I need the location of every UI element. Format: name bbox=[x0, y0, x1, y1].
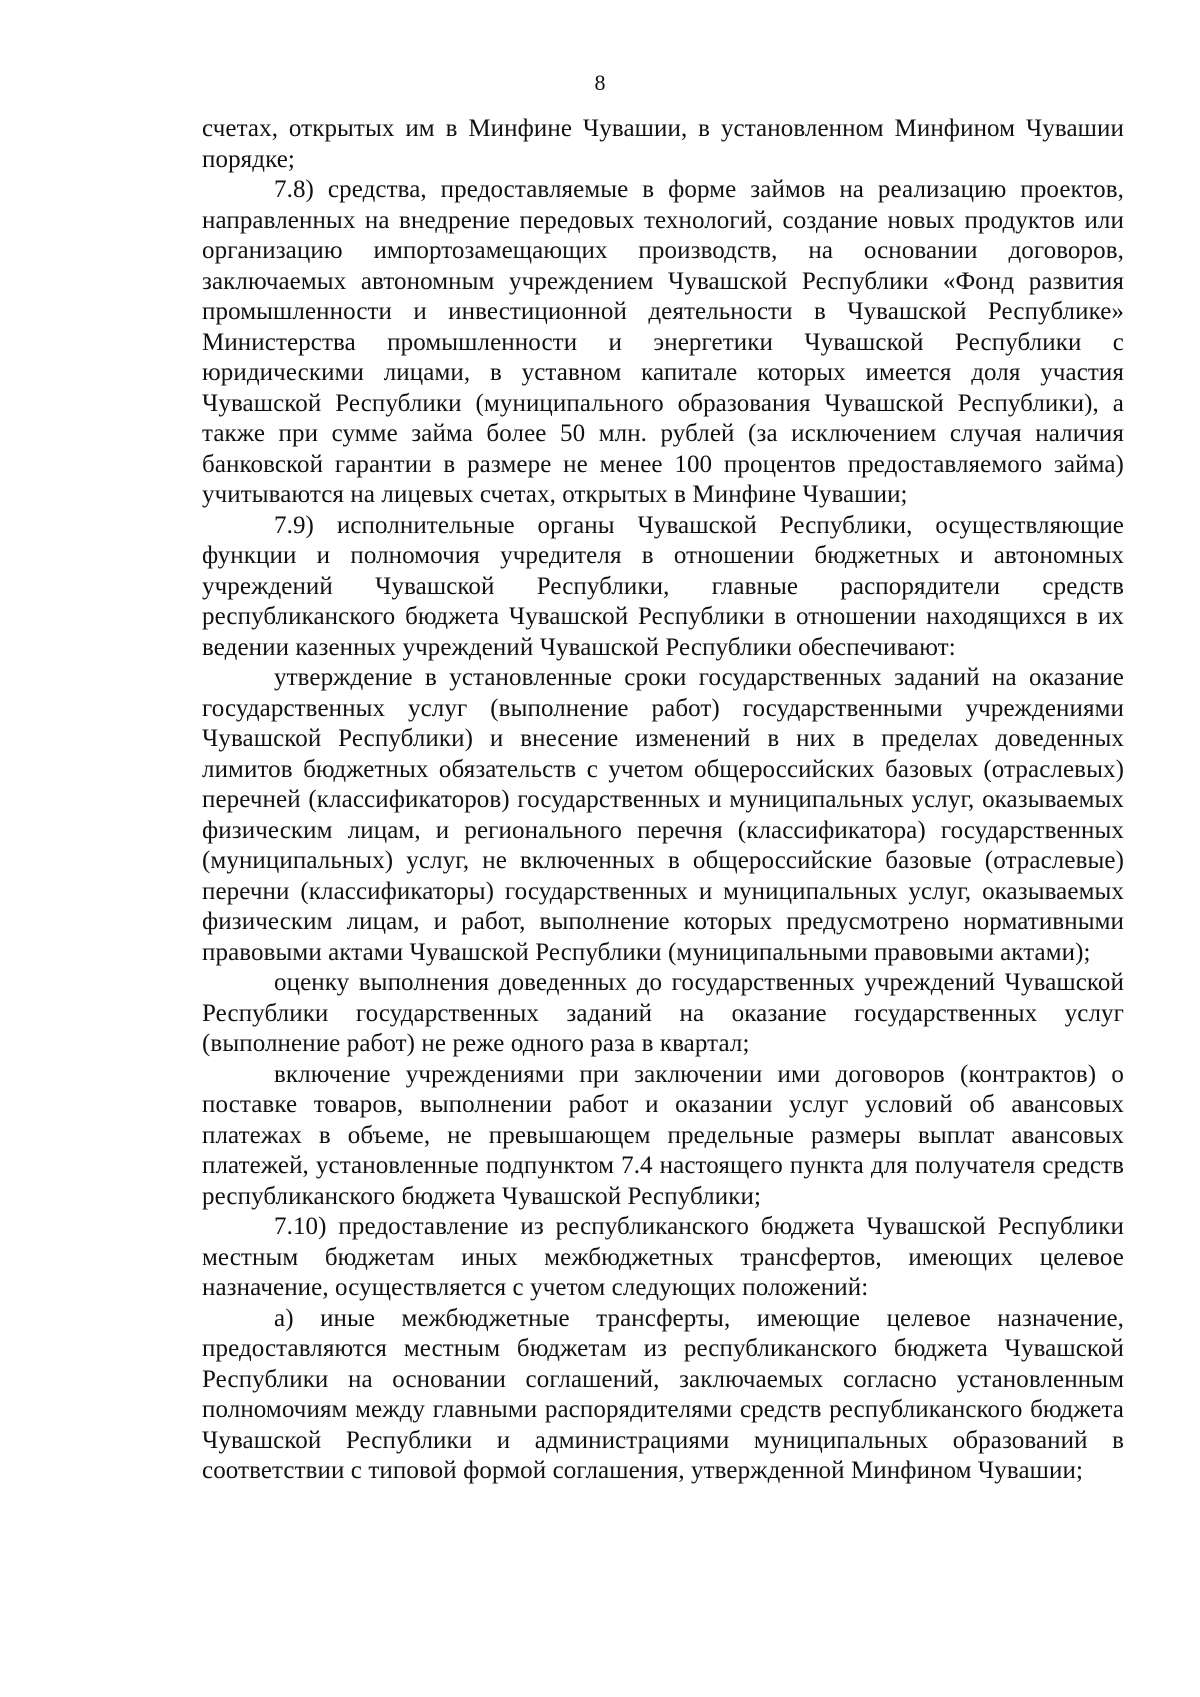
paragraph-state-tasks-evaluation: оценку выполнения доведенных до государственных учреждений Чувашской Республики государственных заданий на оказание государственных услуг (выполнение работ) не реже одного раза в квартал; bbox=[202, 969, 1124, 1057]
paragraph-7-9: 7.9) исполнительные органы Чувашской Республики, осуществляющие функции и полномочия учредителя в отношении бюджетных и автономных учреждений Чувашской Республики, главные распорядители средств республиканского бюджета Чувашской Республики в отношении находящихся в их ведении казенных учреждений Чувашской Республики обеспечивают: bbox=[202, 511, 1124, 661]
document-body bbox=[202, 114, 1124, 1487]
paragraph-advance-payments: включение учреждениями при заключении ими договоров (контрактов) о поставке товаров, выполнении работ и оказании услуг условий об авансовых платежах в объеме, не превышающем предельные размеры выплат авансовых платежей, установленные подпунктом 7.4 настоящего пункта для получателя средств республиканского бюджета Чувашской Республики; bbox=[202, 1060, 1124, 1210]
paragraph-7-8: 7.8) средства, предоставляемые в форме займов на реализацию проектов, направленных на внедрение передовых технологий, создание новых продуктов или организацию импортозамещающих производств, на основании договоров, заключаемых автономным учреждением Чувашской Республики «Фонд развития промышленности и инвестиционной деятельности в Чувашской Республике» Министерства промышленности и энергетики Чувашской Республики с юридическими лицами, в уставном капитале которых имеется доля участия Чувашской Республики (муниципального образования Чувашской Республики), а также при сумме займа более 50 млн. рублей (за исключением случая наличия банковской гарантии в размере не менее 100 процентов предоставляемого займа) учитываются на лицевых счетах, открытых в Минфине Чувашии; bbox=[202, 176, 1124, 508]
paragraph-7-10: 7.10) предоставление из республиканского бюджета Чувашской Республики местным бюджетам иных межбюджетных трансфертов, имеющих целевое назначение, осуществляется с учетом следующих положений: bbox=[202, 1213, 1124, 1301]
paragraph-continuation: счетах, открытых им в Минфине Чувашии, в установленном Минфином Чувашии порядке; bbox=[202, 115, 1124, 173]
page-number: 8 bbox=[594, 70, 606, 95]
paragraph-state-tasks-approval: утверждение в установленные сроки государственных заданий на оказание государственных услуг (выполнение работ) государственными учреждениями Чувашской Республики) и внесение изменений в них в пределах доведенных лимитов бюджетных обязательств с учетом общероссийских базовых (отраслевых) перечней (классификаторов) государственных и муниципальных услуг, оказываемых физическим лицам, и регионального перечня (классификатора) государственных (муниципальных) услуг, не включенных в общероссийские базовые (отраслевые) перечни (классификаторы) государственных и муниципальных услуг, оказываемых физическим лицам, и работ, выполнение которых предусмотрено нормативными правовыми актами Чувашской Республики (муниципальными правовыми актами); bbox=[202, 664, 1124, 966]
paragraph-7-10-a: а) иные межбюджетные трансферты, имеющие целевое назначение, предоставляются местным бюджетам из республиканского бюджета Чувашской Республики на основании соглашений, заключаемых согласно установленным полномочиям между главными распорядителями средств республиканского бюджета Чувашской Республики и администрациями муниципальных образований в соответствии с типовой формой соглашения, утвержденной Минфином Чувашии; bbox=[202, 1304, 1124, 1484]
